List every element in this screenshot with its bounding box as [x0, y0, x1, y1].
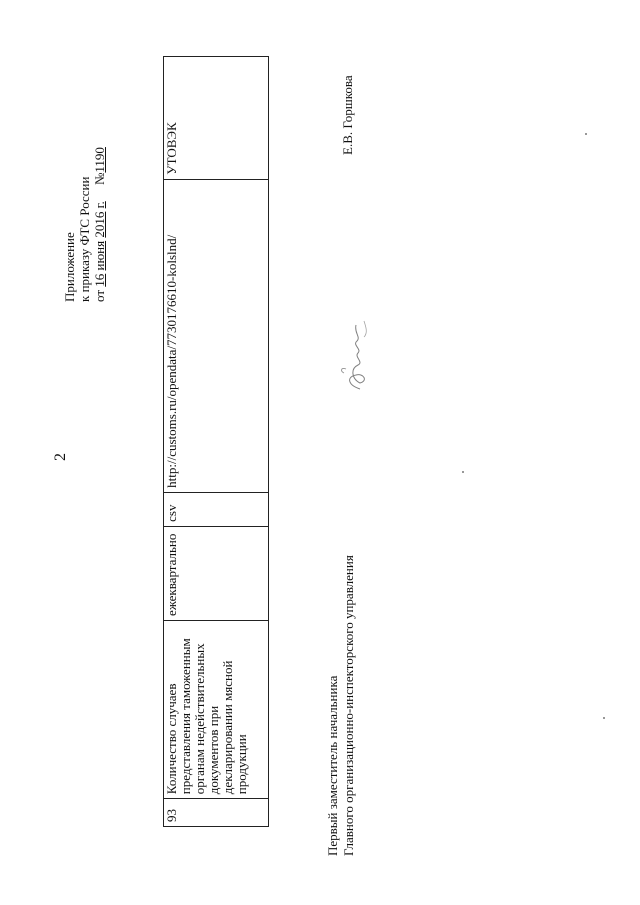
- scan-speck: [462, 471, 464, 473]
- appendix-title: Приложение: [62, 232, 77, 302]
- appendix-date-line: [92, 147, 107, 302]
- date-day: 16: [92, 273, 107, 287]
- date-prefix: от: [92, 289, 107, 302]
- signer-name: Е.В. Горшкова: [340, 75, 355, 155]
- number-prefix: №: [92, 172, 107, 185]
- scan-speck: [603, 717, 605, 719]
- dataset-table: [163, 56, 269, 827]
- format-cell: csv: [164, 492, 269, 526]
- appendix-order-ref: к приказу ФТС России: [77, 176, 92, 302]
- signer-title-line1: Первый заместитель начальника: [325, 675, 340, 856]
- frequency-cell: ежеквартально: [164, 526, 269, 620]
- signer-title: [325, 555, 357, 856]
- indicator-name-cell: Количество случаев представления таможенным органам недействительных документов при декларировании мясной продукции: [164, 620, 269, 798]
- date-month: июня: [92, 240, 107, 271]
- department-cell: УТОВЭК: [164, 57, 269, 180]
- order-number: 1190: [92, 147, 107, 173]
- appendix-header: [62, 147, 107, 302]
- row-number-cell: 93: [164, 799, 269, 827]
- handwritten-signature: [330, 315, 380, 395]
- table-row: [164, 57, 269, 827]
- signer-title-line2: Главного организационно-инспекторского управления: [341, 555, 356, 856]
- url-cell: http://customs.ru/opendata/7730176610-kolslnd/: [164, 179, 269, 492]
- date-year: 2016: [92, 211, 107, 238]
- page-number: 2: [52, 453, 69, 461]
- scan-speck: [585, 133, 587, 135]
- date-year-suffix: г.: [92, 201, 107, 209]
